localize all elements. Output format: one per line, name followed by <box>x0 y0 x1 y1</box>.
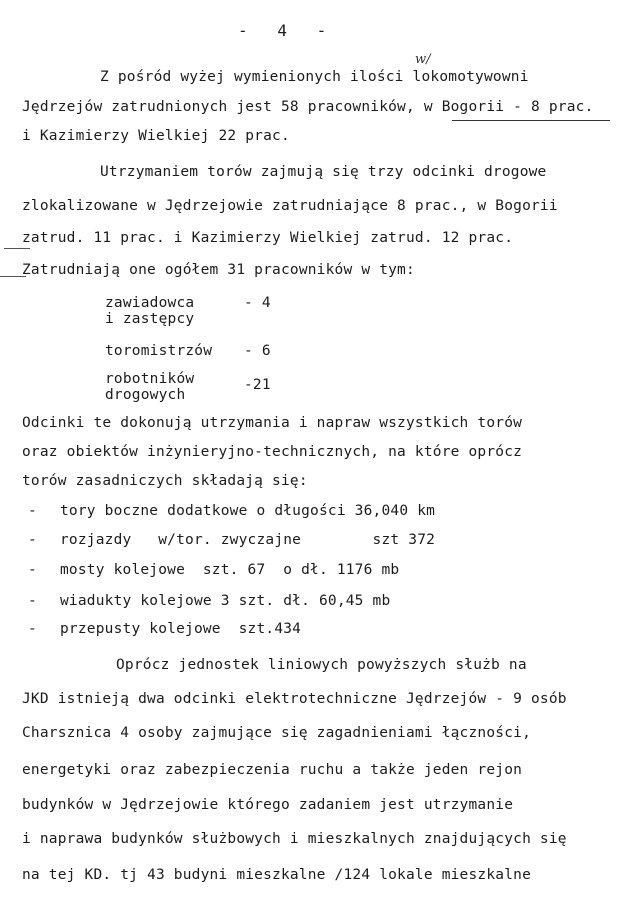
paragraph4-line4: energetyki oraz zabezpieczenia ruchu a także jeden rejon <box>22 762 523 778</box>
paragraph2-line1: Utrzymaniem torów zajmują się trzy odcinki drogowe <box>100 164 547 180</box>
list-item <box>28 531 435 549</box>
list-text: wiadukty kolejowe 3 szt. dł. 60,45 mb <box>60 593 391 609</box>
paragraph4-line2: JKD istnieją dwa odcinki elektrotechniczne Jędrzejów - 9 osób <box>22 691 567 707</box>
margin-mark <box>0 276 26 277</box>
list-dash: - <box>28 503 37 519</box>
staff-count: -21 <box>244 377 271 393</box>
paragraph1-line2: Jędrzejów zatrudnionych jest 58 pracowników, w Bogorii - 8 prac. <box>22 99 594 115</box>
paragraph1-line1: Z pośród wyżej wymienionych ilości lokomotywowni <box>100 69 529 85</box>
list-text: rozjazdy w/tor. zwyczajne szt 372 <box>60 532 436 548</box>
staff-role-cont: drogowych <box>105 387 186 403</box>
handwritten-underline <box>452 120 610 121</box>
paragraph4-line1: Oprócz jednostek liniowych powyższych służb na <box>116 657 527 673</box>
paragraph4-line7: na tej KD. tj 43 budyni mieszkalne /124 lokale mieszkalne <box>22 867 531 883</box>
paragraph2-line3: zatrud. 11 prac. i Kazimierzy Wielkiej zatrud. 12 prac. <box>22 230 514 246</box>
handwritten-note: w/ <box>415 52 431 67</box>
staff-role: robotników <box>105 371 195 387</box>
paragraph3-line2: oraz obiektów inżynieryjno-technicznych, na które oprócz <box>22 444 523 460</box>
staff-role: zawiadowca <box>105 295 195 311</box>
margin-mark <box>4 248 30 249</box>
paragraph4-line5: budynków w Jędrzejowie którego zadaniem jest utrzymanie <box>22 797 514 813</box>
list-text: mosty kolejowe szt. 67 o dł. 1176 mb <box>60 562 400 578</box>
staff-role-cont: i zastępcy <box>105 311 195 327</box>
page-number: - 4 - <box>238 21 327 40</box>
paragraph4-line3: Charsznica 4 osoby zajmujące się zagadnieniami łączności, <box>22 725 531 741</box>
list-dash: - <box>28 621 37 637</box>
paragraph2-line4: Zatrudniają one ogółem 31 pracowników w tym: <box>22 262 415 278</box>
paragraph4-line6: i naprawa budynków służbowych i mieszkalnych znajdujących się <box>22 831 567 847</box>
list-item <box>28 620 301 638</box>
list-text: przepusty kolejowe szt.434 <box>60 621 302 637</box>
list-item <box>28 561 399 579</box>
staff-count: - 6 <box>244 343 271 359</box>
list-text: tory boczne dodatkowe o długości 36,040 km <box>60 503 436 519</box>
list-dash: - <box>28 562 37 578</box>
list-dash: - <box>28 593 37 609</box>
list-item <box>28 502 435 520</box>
staff-role: toromistrzów <box>105 343 213 359</box>
paragraph1-line3: i Kazimierzy Wielkiej 22 prac. <box>22 128 290 144</box>
paragraph2-line2: zlokalizowane w Jędrzejowie zatrudniające 8 prac., w Bogorii <box>22 198 558 214</box>
list-dash: - <box>28 532 37 548</box>
list-item <box>28 592 390 610</box>
paragraph3-line1: Odcinki te dokonują utrzymania i napraw wszystkich torów <box>22 415 523 431</box>
paragraph3-line3: torów zasadniczych składają się: <box>22 473 308 489</box>
staff-count: - 4 <box>244 295 271 311</box>
